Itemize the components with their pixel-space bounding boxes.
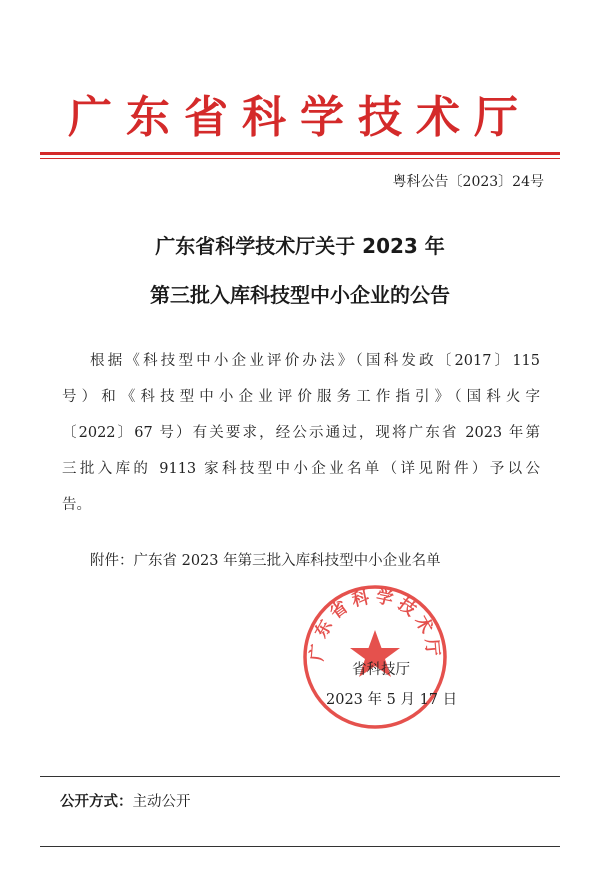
body-line-4: 三批入库的 9113 家科技型中小企业名单（详见附件）予以公	[62, 461, 540, 477]
disclosure-label: 公开方式：	[60, 794, 133, 810]
body-line-1: 根据《科技型中小企业评价办法》（国科发政〔2017〕115	[90, 353, 540, 369]
seal-text: 广东省科学技术厅	[307, 586, 443, 662]
disclosure-line	[60, 792, 191, 812]
masthead-rule-thin	[40, 158, 560, 159]
body-line-3: 〔2022〕67 号）有关要求，经公示通过，现将广东省 2023 年第	[62, 425, 540, 441]
signature-date: 2023 年 5 月 17 日	[326, 692, 458, 708]
body-line-5: 告。	[62, 497, 91, 513]
document-number: 粤科公告〔2023〕24号	[392, 174, 544, 190]
signer-name: 省科技厅	[352, 662, 410, 678]
body-line-2: 号）和《科技型中小企业评价服务工作指引》（国科火字	[62, 389, 540, 405]
document-title-line-1: 广东省科学技术厅关于 2023 年	[155, 234, 445, 258]
document-title-line-2: 第三批入库科技型中小企业的公告	[150, 283, 450, 307]
footer-rule-bottom	[40, 846, 560, 847]
masthead-title: 广东省科学技术厅	[68, 92, 532, 143]
masthead-rule-thick	[40, 152, 560, 155]
attachment-line: 附件：广东省 2023 年第三批入库科技型中小企业名单	[90, 553, 441, 569]
disclosure-value: 主动公开	[132, 794, 191, 810]
footer-rule-top	[40, 776, 560, 777]
